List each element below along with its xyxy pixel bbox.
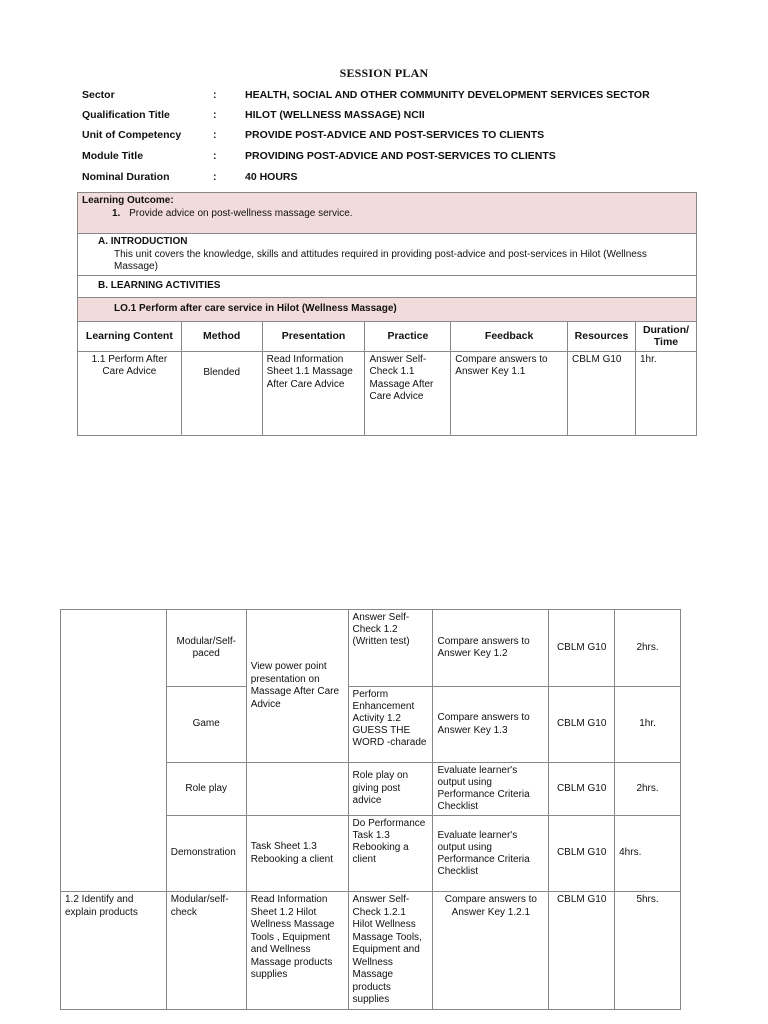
cell-resources: CBLM G10 (568, 351, 636, 435)
cell-learning-content: 1.2 Identify and explain products (61, 892, 167, 1010)
cell-presentation: Read Information Sheet 1.1 Massage After Care Advice (262, 351, 365, 435)
cell-practice: Perform Enhancement Activity 1.2 GUESS THE WORD -charade (348, 687, 433, 763)
cell-duration: 2hrs. (615, 763, 681, 816)
cell-presentation (246, 763, 348, 816)
introduction-cell (78, 234, 697, 276)
meta-value: HEALTH, SOCIAL AND OTHER COMMUNITY DEVELOPMENT SERVICES SECTOR (245, 89, 650, 101)
cell-practice: Do Performance Task 1.3 Rebooking a client (348, 816, 433, 892)
cell-resources: CBLM G10 (549, 816, 615, 892)
meta-sector (82, 89, 702, 105)
meta-value: 40 HOURS (245, 171, 298, 183)
cell-method: Modular/self-check (166, 892, 246, 1010)
cell-feedback: Compare answers to Answer Key 1.3 (433, 687, 549, 763)
meta-unit (82, 129, 702, 145)
meta-key: Nominal Duration (82, 171, 170, 183)
learning-activities-heading: B. LEARNING ACTIVITIES (78, 275, 697, 297)
header-method: Method (181, 321, 262, 351)
page-title: SESSION PLAN (339, 66, 429, 80)
table-row (78, 351, 697, 435)
cell-feedback: Evaluate learner's output using Performance Criteria Checklist (433, 763, 549, 816)
header-practice: Practice (365, 321, 451, 351)
introduction-heading: A. INTRODUCTION (98, 236, 188, 247)
cell-duration: 1hr. (635, 351, 696, 435)
lo1-heading: LO.1 Perform after care service in Hilot (Wellness Massage) (78, 297, 697, 321)
cell-presentation: View power point presentation on Massage After Care Advice (246, 610, 348, 763)
meta-colon: : (213, 109, 217, 121)
cell-feedback: Evaluate learner's output using Performance Criteria Checklist (433, 816, 549, 892)
learning-outcome-cell (78, 193, 697, 234)
header-resources: Resources (568, 321, 636, 351)
meta-duration (82, 171, 702, 187)
meta-module (82, 150, 702, 166)
learning-outcome-number: 1. (112, 207, 121, 219)
meta-value: PROVIDE POST-ADVICE AND POST-SERVICES TO CLIENTS (245, 129, 545, 141)
cell-method: Demonstration (166, 816, 246, 892)
cell-presentation: Task Sheet 1.3 Rebooking a client (246, 816, 348, 892)
cell-learning-content (61, 610, 167, 892)
meta-colon: : (213, 129, 217, 141)
cell-duration: 1hr. (615, 687, 681, 763)
meta-colon: : (213, 89, 217, 101)
session-table-2 (60, 609, 681, 1010)
meta-key: Unit of Competency (82, 129, 182, 141)
cell-resources: CBLM G10 (549, 687, 615, 763)
cell-practice: Role play on giving post advice (348, 763, 433, 816)
cell-method: Blended (181, 351, 262, 435)
cell-presentation: Read Information Sheet 1.2 Hilot Wellness Massage Tools , Equipment and Wellness Massage products supplies (246, 892, 348, 1010)
learning-outcome-label: Learning Outcome: (82, 195, 174, 206)
cell-method: Game (166, 687, 246, 763)
meta-value: HILOT (WELLNESS MASSAGE) NCII (245, 109, 425, 121)
cell-practice: Answer Self-Check 1.2.1 Hilot Wellness Massage Tools, Equipment and Wellness Massage products supplies (348, 892, 433, 1010)
cell-practice: Answer Self-Check 1.1 Massage After Care Advice (365, 351, 451, 435)
header-duration: Duration/ Time (635, 321, 696, 351)
header-learning-content: Learning Content (78, 321, 182, 351)
meta-colon: : (213, 171, 217, 183)
cell-method: Role play (166, 763, 246, 816)
cell-duration: 5hrs. (615, 892, 681, 1010)
meta-key: Qualification Title (82, 109, 170, 121)
cell-feedback: Compare answers to Answer Key 1.2 (433, 610, 549, 687)
cell-method: Modular/Self-paced (166, 610, 246, 687)
meta-value: PROVIDING POST-ADVICE AND POST-SERVICES TO CLIENTS (245, 150, 556, 162)
cell-feedback: Compare answers to Answer Key 1.1 (451, 351, 568, 435)
table-row (61, 892, 681, 1010)
meta-qualification (82, 109, 702, 125)
introduction-text: This unit covers the knowledge, skills and attitudes required in providing post-advice and post-services in Hilot (Wellness Massage) (114, 248, 647, 272)
cell-practice: Answer Self-Check 1.2 (Written test) (348, 610, 433, 687)
header-feedback: Feedback (451, 321, 568, 351)
learning-outcome-text: Provide advice on post-wellness massage service. (129, 207, 353, 219)
cell-learning-content: 1.1 Perform After Care Advice (78, 351, 182, 435)
meta-colon: : (213, 150, 217, 162)
meta-key: Module Title (82, 150, 144, 162)
cell-resources: CBLM G10 (549, 610, 615, 687)
cell-duration: 2hrs. (615, 610, 681, 687)
session-table-1 (77, 192, 697, 436)
table-row (61, 610, 681, 687)
cell-resources: CBLM G10 (549, 892, 615, 1010)
header-presentation: Presentation (262, 321, 365, 351)
cell-feedback: Compare answers to Answer Key 1.2.1 (433, 892, 549, 1010)
cell-duration: 4hrs. (615, 816, 681, 892)
meta-key: Sector (82, 89, 115, 101)
cell-resources: CBLM G10 (549, 763, 615, 816)
